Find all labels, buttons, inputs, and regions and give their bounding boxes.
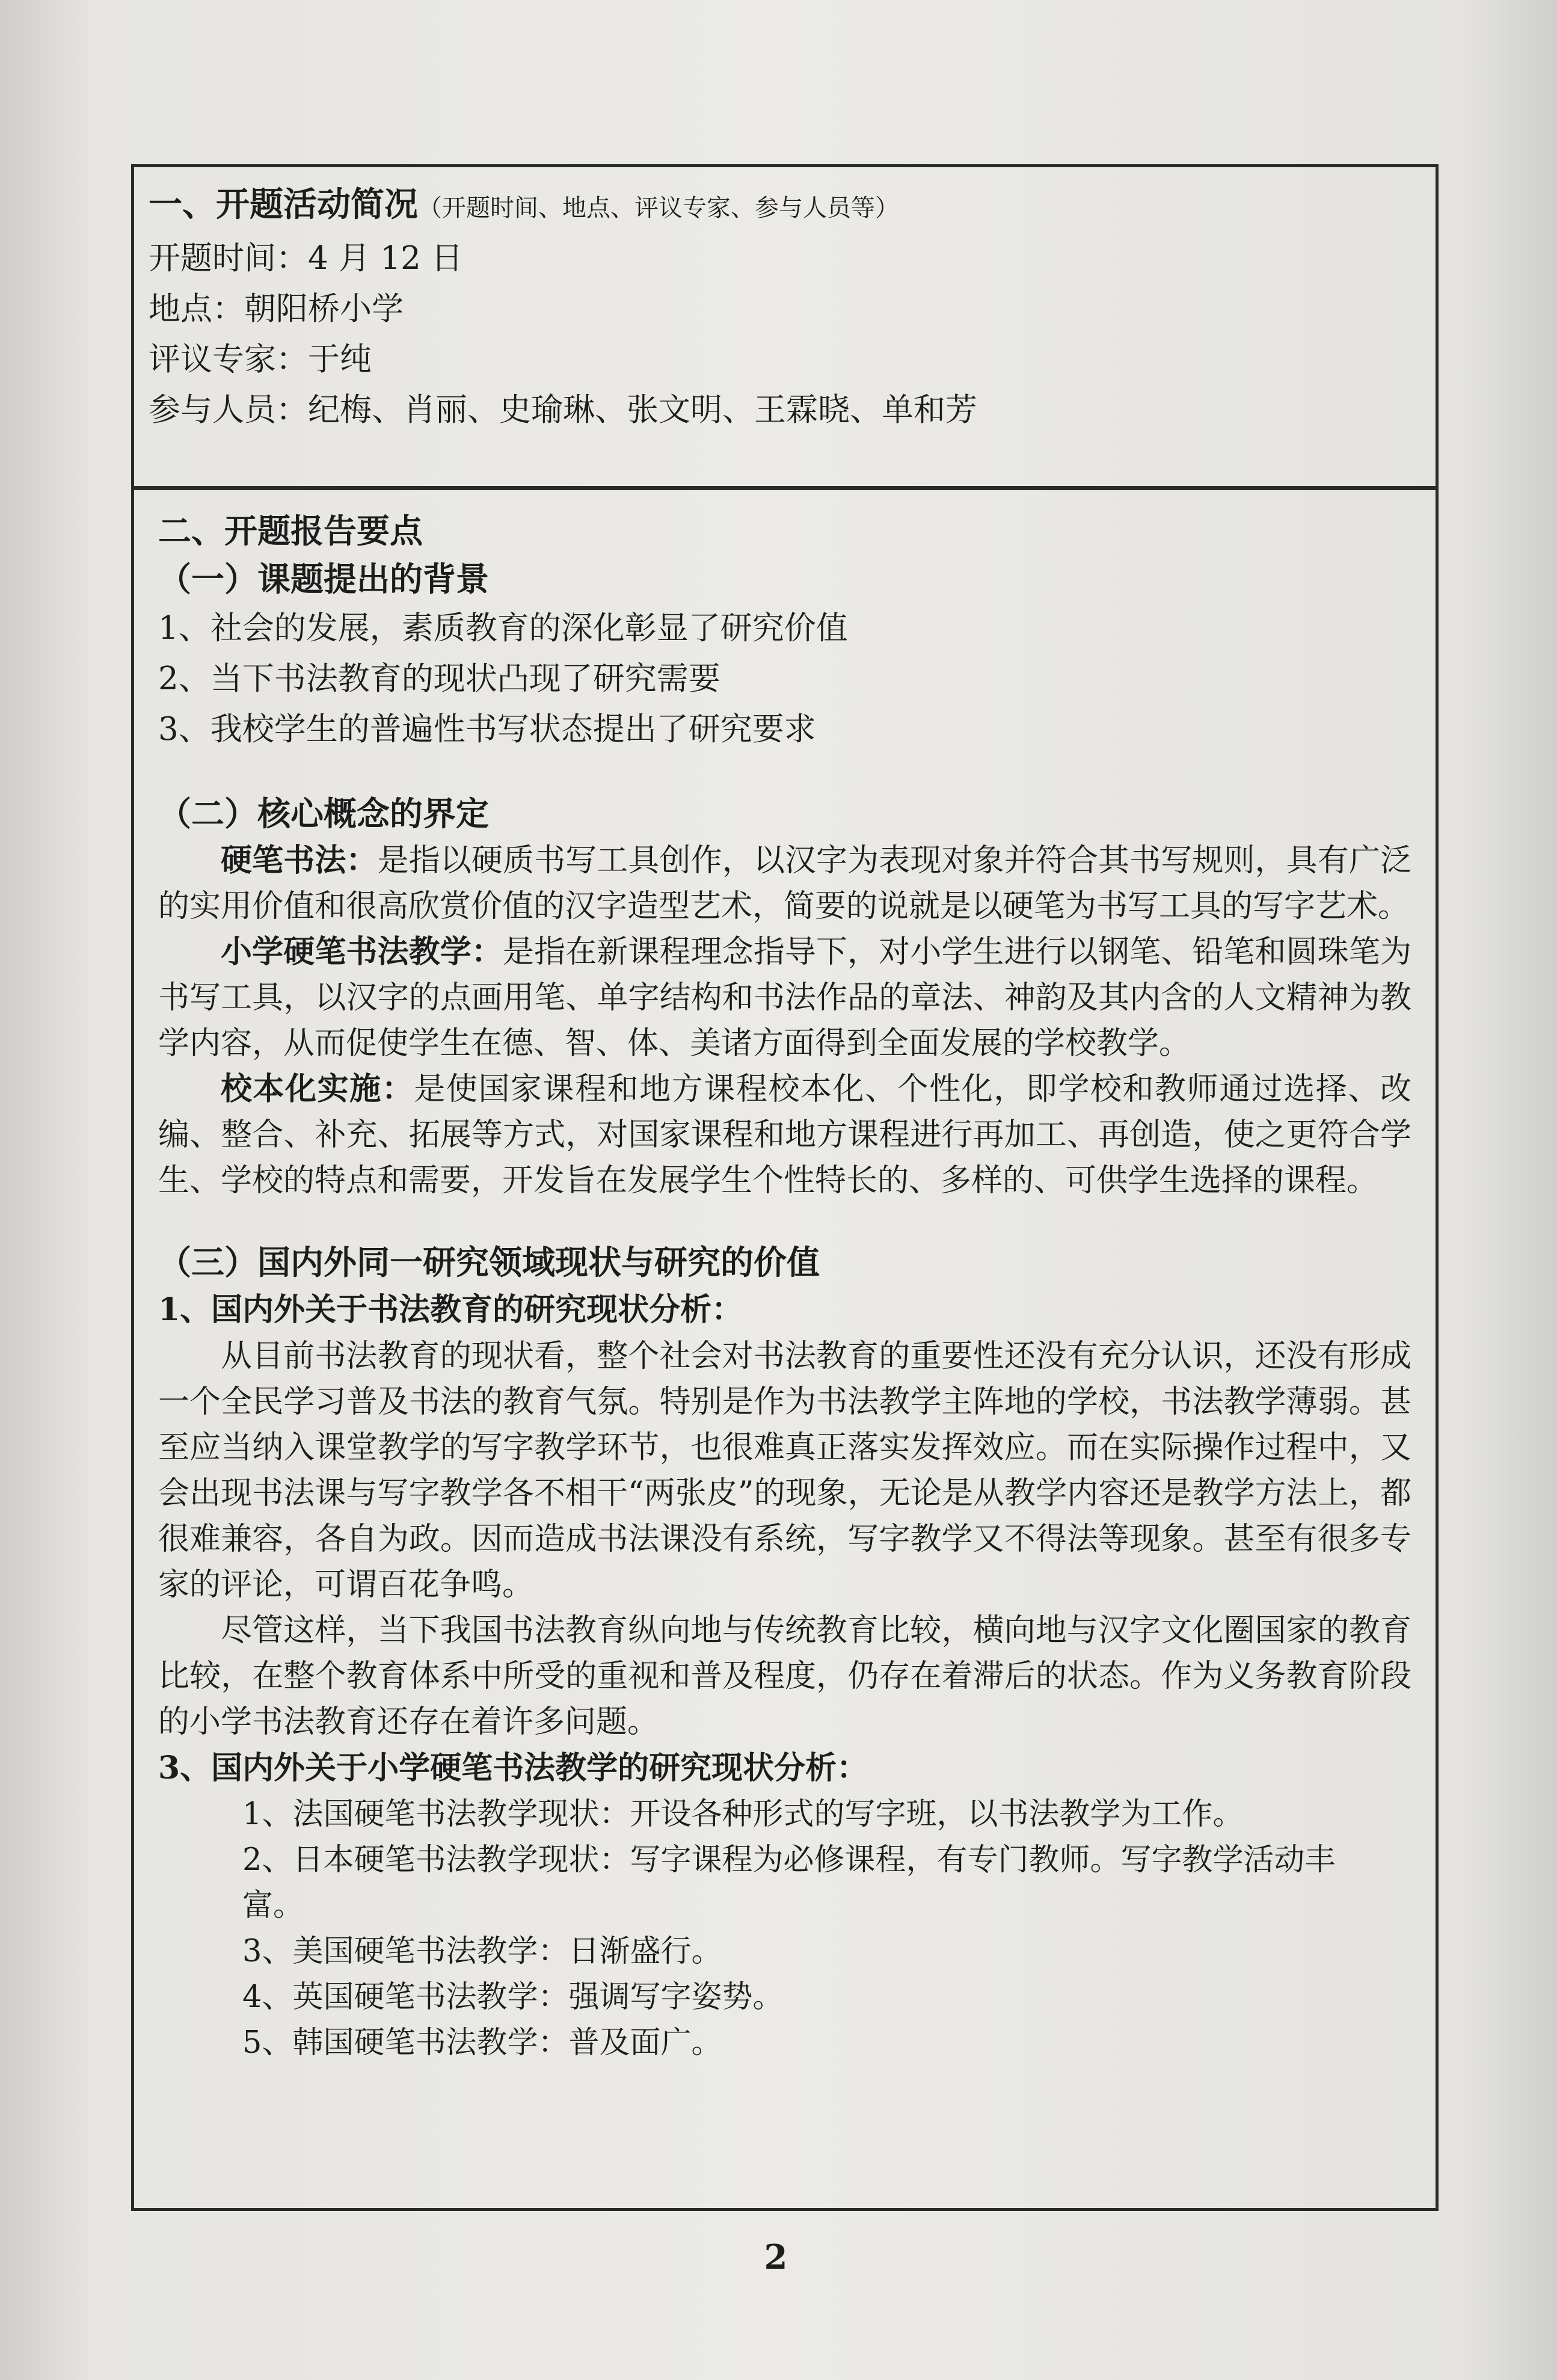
background-item: 2、当下书法教育的现状凸现了研究需要 [158,660,720,697]
page-number: 2 [764,2237,788,2277]
status-subheading-3: 3、国内外关于小学硬笔书法教学的研究现状分析： [158,1750,868,1786]
concept-term: 硬笔书法： [221,842,378,879]
concept-hard-pen-calligraphy: 硬笔书法：是指以硬质书写工具创作，以汉字为表现对象并符合其书写规则，具有广泛的实用价值和很高欣赏价值的汉字造型艺术，简要的说就是以硬笔为书写工具的写字艺术。 [158,842,1411,924]
section-report-points [131,487,1439,2211]
status-subheading-1: 1、国内外关于书法教育的研究现状分析： [158,1291,743,1328]
country-item: 3、美国硬笔书法教学：日渐盛行。 [242,1934,722,1969]
section-activity-overview [131,164,1439,489]
section2-title: 二、开题报告要点 [158,511,423,550]
opening-time: 开题时间：4 月 12 日 [149,240,463,277]
background-heading: （一）课题提出的背景 [158,559,490,598]
review-expert: 评议专家：于纯 [149,341,372,378]
concept-term: 小学硬笔书法教学： [221,933,503,970]
status-heading: （三）国内外同一研究领域现状与研究的价值 [158,1243,820,1282]
background-item: 1、社会的发展，素质教育的深化彰显了研究价值 [158,610,848,647]
background-item: 3、我校学生的普遍性书写状态提出了研究要求 [158,711,816,748]
opening-place: 地点：朝阳桥小学 [149,291,404,327]
section1-title: 一、开题活动简况（开题时间、地点、评议专家、参与人员等） [149,185,899,224]
concept-school-based-implementation: 校本化实施：是使国家课程和地方课程校本化、个性化，即学校和教师通过选择、改编、整合、补充、拓展等方式，对国家课程和地方课程进行再加工、再创造，使之更符合学生、学校的特点和需要，开发旨在发展学生个性特长的、多样的、可供学生选择的课程。 [158,1071,1411,1199]
country-item: 5、韩国硬笔书法教学：普及面广。 [242,2025,722,2061]
concepts-heading: （二）核心概念的界定 [158,794,490,833]
country-item: 1、法国硬笔书法教学现状：开设各种形式的写字班，以书法教学为工作。 [242,1797,1244,1832]
country-item: 4、英国硬笔书法教学：强调写字姿势。 [242,1979,784,2015]
participants: 参与人员：纪梅、肖丽、史瑜琳、张文明、王霖晓、单和芳 [149,392,977,428]
status-paragraph-1: 从目前书法教育的现状看，整个社会对书法教育的重要性还没有充分认识，还没有形成一个全民学习普及书法的教育气氛。特别是作为书法教学主阵地的学校，书法教学薄弱。甚至应当纳入课堂教学的写字教学环节，也很难真正落实发挥效应。而在实际操作过程中，又会出现书法课与写字教学各不相干“两张皮”的现象，无论是从教学内容还是教学方法上，都很难兼容，各自为政。因而造成书法课没有系统，写字教学又不得法等现象。甚至有很多专家的评论，可谓百花争鸣。 [158,1338,1411,1603]
status-paragraph-2: 尽管这样，当下我国书法教育纵向地与传统教育比较，横向地与汉字文化圈国家的教育比较，在整个教育体系中所受的重视和普及程度，仍存在着滞后的状态。作为义务教育阶段的小学书法教育还存在着许多问题。 [158,1613,1411,1740]
section1-title-note: （开题时间、地点、评议专家、参与人员等） [418,194,899,222]
concept-term: 校本化实施： [221,1071,414,1107]
concept-primary-calligraphy-teaching: 小学硬笔书法教学：是指在新课程理念指导下，对小学生进行以钢笔、铅笔和圆珠笔为书写工具，以汉字的点画用笔、单字结构和书法作品的章法、神韵及其内含的人文精神为教学内容，从而促使学生在德、智、体、美诸方面得到全面发展的学校教学。 [158,933,1411,1062]
country-item: 2、日本硬笔书法教学现状：写字课程为必修课程，有专门教师。写字教学活动丰富。 [242,1842,1336,1923]
